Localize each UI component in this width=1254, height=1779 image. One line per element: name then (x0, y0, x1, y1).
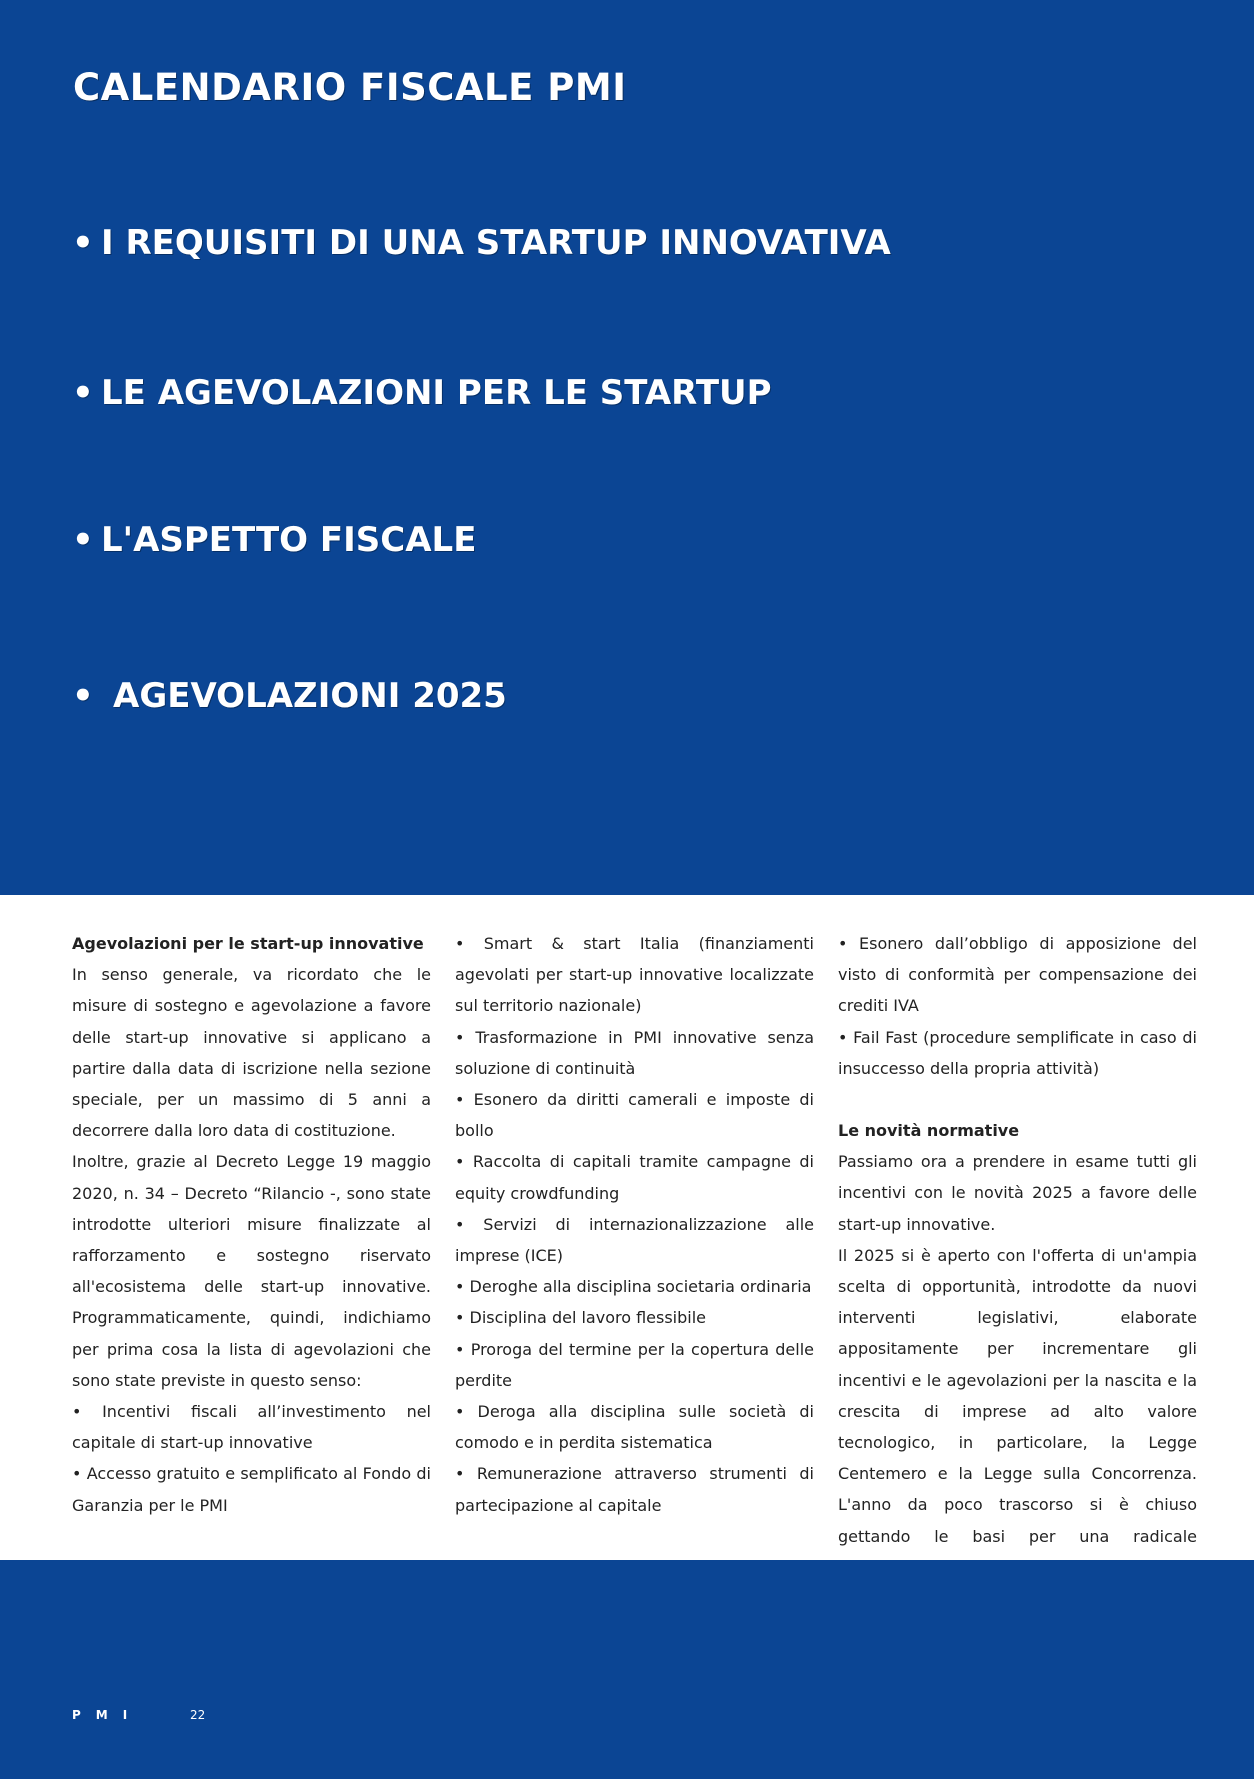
list-item: • Esonero dall’obbligo di apposizione del visto di conformità per compensazione dei crediti IVA (838, 934, 1197, 1016)
list-item: • Deroga alla disciplina sulle società di comodo e in perdita sistematica (455, 1402, 814, 1453)
list-item: • Accesso gratuito e semplificato al Fondo di Garanzia per le PMI (72, 1464, 431, 1515)
article-column-3 (838, 928, 1197, 1583)
paragraph: Inoltre, grazie al Decreto Legge 19 maggio 2020, n. 34 – Decreto “Rilancio -, sono state introdotte ulteriori misure finalizzate al rafforzamento e sostegno riservato all'ecosistema delle start-up innovative. Programmaticamente, quindi, indichiamo per prima cosa la lista di agevolazioni che sono state previste in questo senso: (72, 1152, 431, 1390)
article-column-2 (455, 928, 814, 1521)
paragraph: Passiamo ora a prendere in esame tutti gli incentivi con le novità 2025 a favore delle start-up innovative. (838, 1152, 1197, 1234)
list-item: • Trasformazione in PMI innovative senza soluzione di continuità (455, 1027, 814, 1078)
article-body (0, 928, 1254, 1546)
paragraph: In senso generale, va ricordato che le misure di sostegno e agevolazione a favore delle start-up innovative si applicano a partire dalla data di iscrizione nella sezione speciale, per un massimo di 5 anni a decorrere dalla loro data di costituzione. (72, 965, 431, 1141)
topic-label: L'ASPETTO FISCALE (101, 520, 477, 560)
masthead-title: CALENDARIO FISCALE PMI (73, 66, 627, 109)
list-item: • Smart & start Italia (finanziamenti agevolati per start-up innovative localizzate sul territorio nazionale) (455, 934, 814, 1016)
list-item: • Remunerazione attraverso strumenti di partecipazione al capitale (455, 1464, 814, 1515)
list-item: • Incentivi fiscali all’investimento nel capitale di start-up innovative (72, 1402, 431, 1453)
topic-label: AGEVOLAZIONI 2025 (113, 676, 507, 716)
bullet-glyph: • (72, 676, 94, 716)
paragraph: Il 2025 si è aperto con l'offerta di un'ampia scelta di opportunità, introdotte da nuovi interventi legislativi, elaborate appositamente per incrementare gli incentivi e le agevolazioni per la nascita e la crescita di imprese ad alto valore tecnologico, in particolare, la Legge Centemero e la Legge sulla Concorrenza. L'anno da poco trascorso si è chiuso gettando le basi per una radicale (838, 1245, 1197, 1546)
page-number: 22 (190, 1708, 206, 1722)
list-item: • Proroga del termine per la copertura delle perdite (455, 1339, 814, 1390)
list-item: • Fail Fast (procedure semplificate in caso di insuccesso della propria attività) (838, 1027, 1197, 1078)
list-item: • Servizi di internazionalizzazione alle imprese (ICE) (455, 1214, 814, 1266)
list-item: • Esonero da diritti camerali e imposte di bollo (455, 1090, 814, 1141)
topic-agevolazioni-2025 (72, 676, 507, 716)
section-heading: Le novità normative (838, 1121, 1020, 1141)
topic-agevolazioni-startup (72, 373, 772, 413)
bullet-glyph: • (72, 520, 94, 560)
footer-band (0, 1560, 1254, 1779)
list-item: • Deroghe alla disciplina societaria ordinaria (455, 1277, 812, 1297)
bullet-glyph: • (72, 223, 94, 263)
list-item: • Disciplina del lavoro flessibile (455, 1308, 707, 1328)
footer-publication-label: PMI (72, 1708, 143, 1722)
list-item: • Raccolta di capitali tramite campagne di equity crowdfunding (455, 1152, 814, 1203)
article-column-1 (72, 928, 431, 1521)
topic-label: LE AGEVOLAZIONI PER LE STARTUP (101, 373, 772, 413)
section-heading: Agevolazioni per le start-up innovative (72, 934, 424, 953)
spacer (838, 1084, 1197, 1115)
bullet-glyph: • (72, 373, 94, 413)
topic-label: I REQUISITI DI UNA STARTUP INNOVATIVA (101, 223, 891, 263)
topic-aspetto-fiscale (72, 520, 476, 560)
topic-requisiti (72, 223, 891, 263)
